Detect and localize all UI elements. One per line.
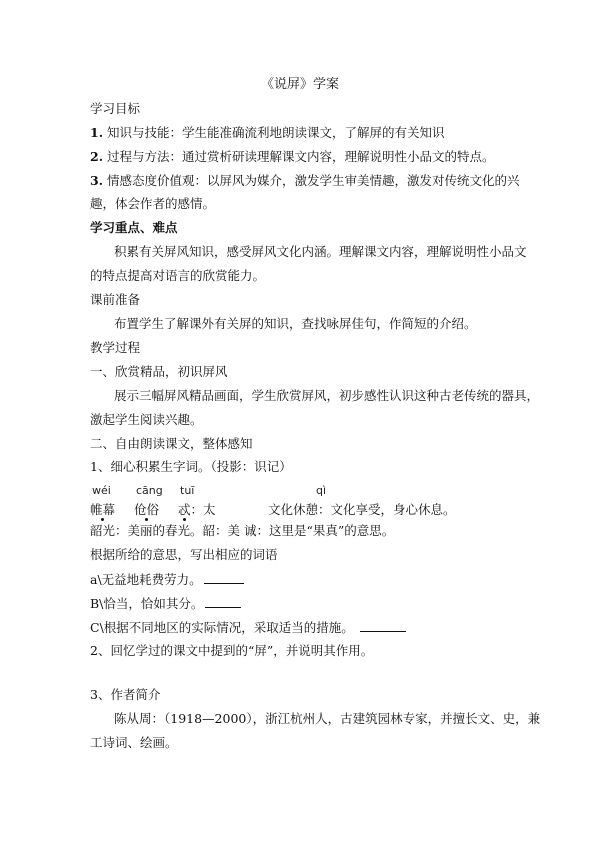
prep-heading: 课前准备 xyxy=(90,292,141,307)
vocab-tui-def: ：太 xyxy=(190,502,216,517)
objective-text-3: 情感态度价值观：以屏风为媒介，激发学生审美情趣，激发对传统文化的兴 xyxy=(107,173,520,188)
objective-text-2: 过程与方法：通过赏析研读理解课文内容，理解说明性小品文的特点。 xyxy=(107,149,495,164)
fill-blank-a[interactable] xyxy=(204,571,244,584)
step1-heading: 一、欣赏精品，初识屏风 xyxy=(90,364,228,379)
objective-num-1: 1. xyxy=(90,125,104,140)
fill-item-a-text: a\无益地耗费劳力。 xyxy=(90,572,202,587)
fill-item-a xyxy=(90,571,244,588)
step1-line-2: 激起学生阅读兴趣。 xyxy=(90,412,203,427)
vocab-cangsu-text: 伧俗 xyxy=(134,502,160,517)
objective-num-2: 2. xyxy=(90,149,104,164)
pinyin-qi: qì xyxy=(316,484,327,497)
fill-item-c xyxy=(90,619,406,636)
process-heading: 教学过程 xyxy=(90,340,141,355)
fill-item-b xyxy=(90,595,241,612)
objective-text-1: 知识与技能：学生能准确流利地朗读课文，了解屏的有关知识 xyxy=(107,125,445,140)
pinyin-wei: wéi xyxy=(92,484,111,497)
vocab-tui xyxy=(178,500,216,518)
vocab-definitions: 韶光：美丽的春光。韶：美 诚：这里是“果真”的意思。 xyxy=(90,523,395,538)
fill-item-c-text: C\根据不同地区的实际情况，采取适当的措施。 xyxy=(90,620,354,635)
vocab-tui-char: 忒 xyxy=(178,502,191,517)
recall-question: 2、回忆学过的课文中提到的“屏”，并说明其作用。 xyxy=(90,643,374,658)
focus-line-1: 积累有关屏风知识，感受屏风文化内涵。理解课文内容，理解说明性小品文 xyxy=(114,244,527,259)
author-line-1: 陈从周：（1918—2000），浙江杭州人，古建筑园林专家，并擅长文、史，兼 xyxy=(114,711,541,726)
objective-item-2 xyxy=(90,149,495,165)
fill-blank-b[interactable] xyxy=(205,595,241,608)
step1-line-1: 展示三幅屏风精品画面，学生欣赏屏风，初步感性认识这种古老传统的器具， xyxy=(114,388,540,403)
objectives-heading: 学习目标 xyxy=(90,101,141,116)
vocab-weimu-text: 帷幕 xyxy=(90,502,116,517)
step2-heading: 二、自由朗读课文，整体感知 xyxy=(90,436,253,451)
prep-text: 布置学生了解课外有关屏的知识，查找咏屏佳句，作简短的介绍。 xyxy=(114,316,477,331)
objective-item-3 xyxy=(90,173,520,189)
vocab-weimu xyxy=(90,500,115,518)
objective-item-3-cont: 趣，体会作者的感情。 xyxy=(90,196,216,211)
page-title: 《说屏》学案 xyxy=(260,77,339,92)
focus-line-2: 的特点提高对语言的欣赏能力。 xyxy=(90,268,266,283)
vocab-cangsu xyxy=(134,500,159,518)
focus-heading: 学习重点、难点 xyxy=(90,220,178,235)
author-line-2: 工诗词、绘画。 xyxy=(90,735,178,750)
fill-item-b-text: B\恰当，恰如其分。 xyxy=(90,596,204,611)
author-heading: 3、作者简介 xyxy=(90,687,161,702)
vocab-xiuqi: 文化休憩：文化享受，身心休息。 xyxy=(268,502,456,517)
pinyin-tui: tuī xyxy=(180,484,195,497)
vocab-heading: 1、细心积累生字词。（投影：识记） xyxy=(90,459,292,474)
pinyin-cang: cāng xyxy=(136,484,163,497)
fill-blank-c[interactable] xyxy=(360,619,406,632)
fill-heading: 根据所给的意思，写出相应的词语 xyxy=(90,547,278,562)
objective-num-3: 3. xyxy=(90,173,104,188)
objective-item-1 xyxy=(90,125,445,141)
